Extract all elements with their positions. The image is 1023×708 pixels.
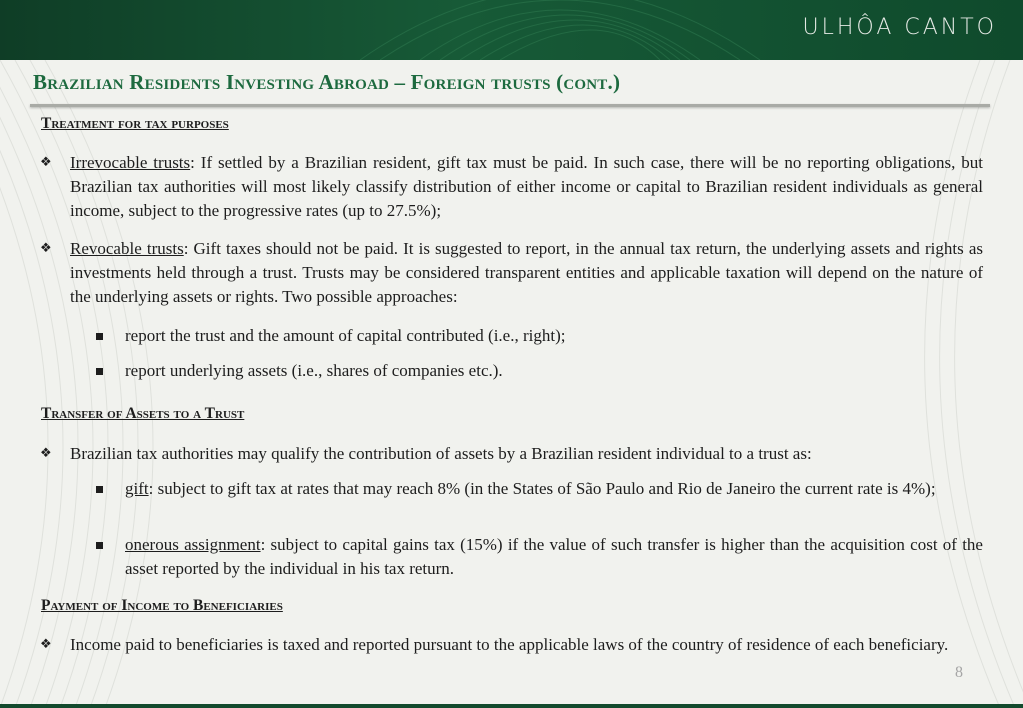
- section-heading-transfer: Transfer of Assets to a Trust: [41, 405, 245, 422]
- term-irrevocable-trusts: Irrevocable trusts: [70, 153, 191, 172]
- company-logo: ULHÔA CANTO: [802, 15, 997, 40]
- square-bullet-icon: [96, 542, 103, 549]
- diamond-bullet-icon: ❖: [40, 241, 52, 256]
- term-gift: gift: [125, 479, 149, 498]
- text-onerous-assignment: : subject to capital gains tax (15%) if the value of such transfer is higher than the acquisition cost of the asset reported by the individual in his tax return.: [125, 535, 983, 578]
- diamond-bullet-icon: ❖: [40, 446, 52, 461]
- diamond-bullet-icon: ❖: [40, 155, 52, 170]
- text-revocable-trusts: : Gift taxes should not be paid. It is suggested to report, in the annual tax return, the underlying assets and rights as investments held through a trust. Trusts may be considered transparent entities and applicable taxation will depend on the nature of the underlying assets or rights. Two possible approaches:: [70, 239, 983, 306]
- slide-title: Brazilian Residents Investing Abroad – Foreign trusts (cont.): [33, 70, 621, 94]
- list-item-report-assets: report underlying assets (i.e., shares of companies etc.).: [125, 361, 503, 380]
- footer-band: [0, 704, 1023, 708]
- text-irrevocable-trusts: : If settled by a Brazilian resident, gift tax must be paid. In such case, there will be no reporting obligations, but Brazilian tax authorities will most likely classify distribution of either income or capital to Brazilian resident individuals as general income, subject to the progressive rates (up to 27.5%);: [70, 153, 983, 220]
- term-revocable-trusts: Revocable trusts: [70, 239, 184, 258]
- paragraph-transfer-intro: Brazilian tax authorities may qualify the contribution of assets by a Brazilian resident individual to a trust as:: [70, 444, 812, 463]
- section-heading-treatment: Treatment for tax purposes: [41, 115, 229, 132]
- square-bullet-icon: [96, 333, 103, 340]
- section-heading-payment: Payment of Income to Beneficiaries: [41, 597, 283, 614]
- paragraph-irrevocable-trusts: [70, 151, 983, 223]
- diamond-bullet-icon: ❖: [40, 637, 52, 652]
- square-bullet-icon: [96, 486, 103, 493]
- list-item-report-trust: report the trust and the amount of capital contributed (i.e., right);: [125, 326, 566, 345]
- paragraph-revocable-trusts: [70, 237, 983, 309]
- list-item-gift: [125, 477, 983, 501]
- text-gift: : subject to gift tax at rates that may reach 8% (in the States of São Paulo and Rio de Janeiro the current rate is 4%);: [148, 479, 936, 498]
- term-onerous-assignment: onerous assignment: [125, 535, 261, 554]
- header-band: [0, 0, 1023, 60]
- page-number: 8: [955, 664, 963, 681]
- list-item-onerous-assignment: [125, 533, 983, 581]
- title-divider: [30, 104, 990, 107]
- paragraph-payment: Income paid to beneficiaries is taxed and reported pursuant to the applicable laws of the country of residence of each beneficiary.: [70, 635, 949, 654]
- square-bullet-icon: [96, 368, 103, 375]
